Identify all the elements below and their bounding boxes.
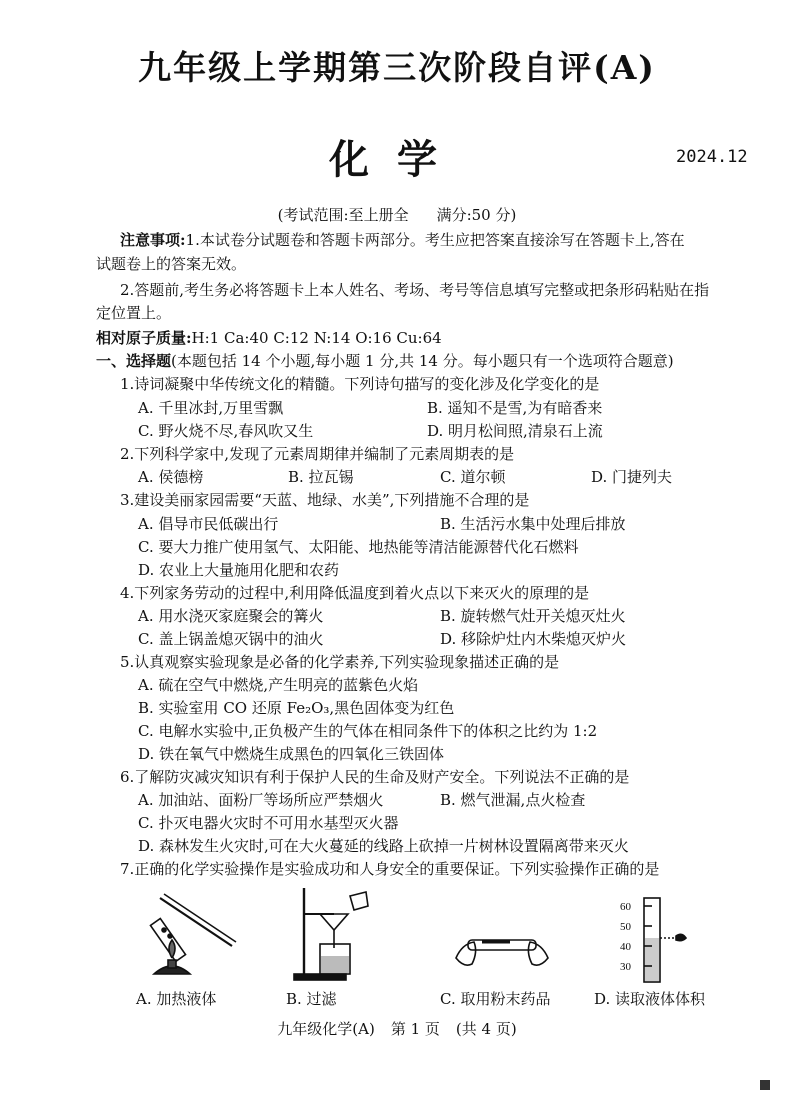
atomic-mass <box>96 327 442 349</box>
q2-option-a: A. 侯德榜 <box>138 468 204 486</box>
q1-option-b: B. 遥知不是雪,为有暗香来 <box>427 399 603 417</box>
q4-option-c: C. 盖上锅盖熄灭锅中的油火 <box>138 630 324 648</box>
question-2-stem: 2.下列科学家中,发现了元素周期律并编制了元素周期表的是 <box>120 445 515 463</box>
q4-option-d: D. 移除炉灶内木柴熄灭炉火 <box>440 630 627 648</box>
fig-c-caption: C. 取用粉末药品 <box>440 990 551 1008</box>
flame-icon <box>169 940 175 958</box>
question-7-stem: 7.正确的化学实验操作是实验成功和人身安全的重要保证。下列实验操作正确的是 <box>120 860 660 878</box>
figure-powder-taking <box>452 918 552 978</box>
question-4-stem: 4.下列家务劳动的过程中,利用降低温度到着火点以下来灭火的原理的是 <box>120 584 590 602</box>
funnel <box>320 914 348 930</box>
footer-course: 九年级化学(A) <box>277 1020 375 1038</box>
question-5-stem: 5.认真观察实验现象是必备的化学素养,下列实验现象描述正确的是 <box>120 653 560 671</box>
q3-option-d: D. 农业上大量施用化肥和农药 <box>138 561 340 579</box>
q1-option-d: D. 明月松间照,清泉石上流 <box>427 422 603 440</box>
note-2: 2.答题前,考生务必将答题卡上本人姓名、考场、考号等信息填写完整或把条形码粘贴在指 <box>120 281 710 299</box>
figure-graduated-cylinder <box>618 892 708 984</box>
exam-title: 九年级上学期第三次阶段自评(A) <box>138 48 656 87</box>
question-3-stem: 3.建设美丽家园需要“天蓝、地绿、水美”,下列措施不合理的是 <box>120 491 530 509</box>
figure-heating-liquid <box>140 888 250 984</box>
notes-label: 注意事项: <box>120 231 186 249</box>
q6-option-a: A. 加油站、面粉厂等场所应严禁烟火 <box>138 791 384 809</box>
fig-b-caption: B. 过滤 <box>286 990 337 1008</box>
q5-option-d: D. 铁在氧气中燃烧生成黑色的四氧化三铁固体 <box>138 745 445 763</box>
section-1-label: 一、选择题 <box>96 352 172 370</box>
q2-option-b: B. 拉瓦锡 <box>288 468 354 486</box>
scope-text: (考试范围:至上册全 <box>277 206 409 224</box>
qr-code-icon <box>760 1080 770 1090</box>
q3-option-b: B. 生活污水集中处理后排放 <box>440 515 626 533</box>
footer-page: 第 1 页 <box>390 1020 440 1038</box>
q5-option-a: A. 硫在空气中燃烧,产生明亮的蓝紫色火焰 <box>138 676 419 694</box>
q1-option-a: A. 千里冰封,万里雪飘 <box>138 399 284 417</box>
tick-label-50: 50 <box>620 921 631 933</box>
eye-icon <box>676 934 686 940</box>
atomic-label: 相对原子质量: <box>96 329 192 347</box>
notes-line-1 <box>120 229 685 252</box>
section-1-heading <box>96 350 674 372</box>
right-hand <box>528 942 548 965</box>
footer-total: (共 4 页) <box>455 1020 517 1038</box>
exam-date: 2024.12 <box>676 147 748 167</box>
left-hand <box>456 942 476 965</box>
test-tube-holder <box>160 898 232 946</box>
fig-d-caption: D. 读取液体体积 <box>594 990 706 1008</box>
fig-a-caption: A. 加热液体 <box>136 990 217 1008</box>
full-score: 满分:50 分) <box>436 206 517 224</box>
subject-title: 化学 <box>329 136 465 183</box>
q6-option-c: C. 扑灭电器火灾时不可用水基型灭火器 <box>138 814 399 832</box>
q5-option-c: C. 电解水实验中,正负极产生的气体在相同条件下的体积之比约为 1:2 <box>138 722 598 740</box>
q5-option-b: B. 实验室用 CO 还原 Fe₂O₃,黑色固体变为红色 <box>138 699 455 717</box>
question-6-stem: 6.了解防灾减灾知识有利于保护人民的生命及财产安全。下列说法不正确的是 <box>120 768 630 786</box>
atomic-values: H:1 Ca:40 C:12 N:14 O:16 Cu:64 <box>191 329 442 347</box>
note-1: 1.本试卷分试题卷和答题卡两部分。考生应把答案直接涂写在答题卡上,答在 <box>185 231 685 249</box>
tick-label-60: 60 <box>620 901 631 913</box>
tick-label-30: 30 <box>620 961 631 973</box>
q1-option-c: C. 野火烧不尽,春风吹又生 <box>138 422 314 440</box>
q3-option-a: A. 倡导市民低碳出行 <box>138 515 279 533</box>
q4-option-a: A. 用水浇灭家庭聚会的篝火 <box>138 607 324 625</box>
note-1-cont: 试题卷上的答案无效。 <box>96 255 247 273</box>
page-footer <box>0 1018 794 1039</box>
pouring-beaker <box>350 892 368 910</box>
q6-option-d: D. 森林发生火灾时,可在大火蔓延的线路上砍掉一片树林设置隔离带来灭火 <box>138 837 629 855</box>
q4-option-b: B. 旋转燃气灶开关熄灭灶火 <box>440 607 626 625</box>
liquid-level <box>645 938 659 981</box>
tick-label-40: 40 <box>620 941 631 953</box>
question-1-stem: 1.诗词凝聚中华传统文化的精髓。下列诗句描写的变化涉及化学变化的是 <box>120 375 600 393</box>
test-tube <box>150 919 185 962</box>
q2-option-c: C. 道尔顿 <box>440 468 506 486</box>
q2-option-d: D. 门捷列夫 <box>591 468 673 486</box>
figure-filtration <box>290 884 380 984</box>
note-2-cont: 定位置上。 <box>96 304 172 322</box>
exam-scope <box>0 204 794 225</box>
q6-option-b: B. 燃气泄漏,点火检查 <box>440 791 586 809</box>
section-1-desc: (本题包括 14 个小题,每小题 1 分,共 14 分。每小题只有一个选项符合题意) <box>171 352 674 370</box>
iron-stand-base <box>294 974 346 980</box>
q3-option-c: C. 要大力推广使用氢气、太阳能、地热能等清洁能源替代化石燃料 <box>138 538 579 556</box>
